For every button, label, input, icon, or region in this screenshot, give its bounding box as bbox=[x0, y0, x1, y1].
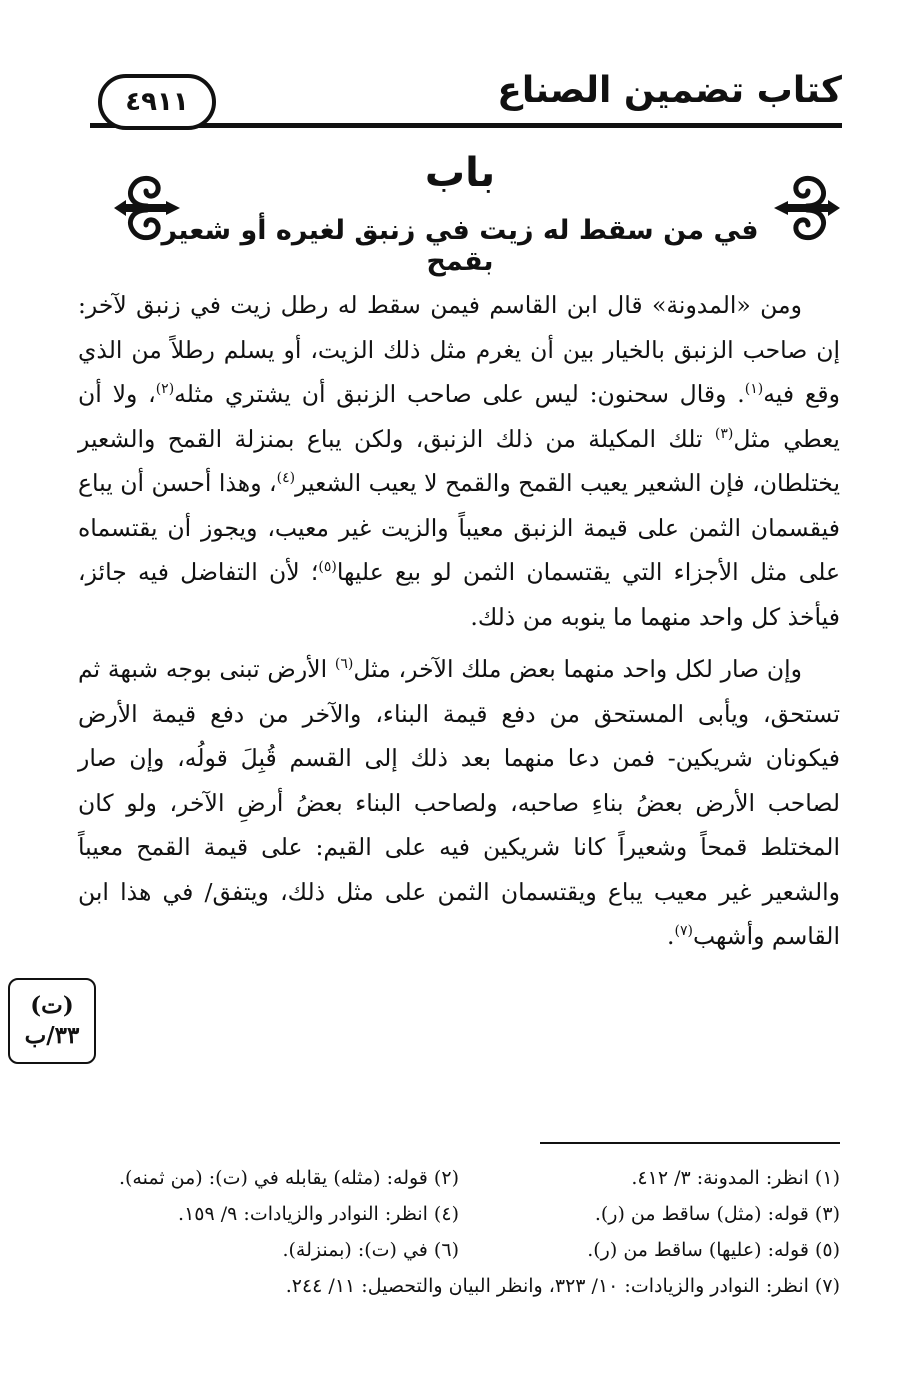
footnote-ref[interactable]: (٤) bbox=[276, 470, 296, 487]
footnote-divider bbox=[540, 1142, 840, 1144]
paragraph-1: ومن «المدونة» قال ابن القاسم فيمن سقط له رطل زيت في زنبق لآخر: إن صاحب الزنبق بالخيار بين أن يغرم مثل ذلك الزيت، أو يسلم رطلاً من الذي وقع فيه$^{(١)}$. وقال سحنون: ليس على صاحب الزنبق أن يشتري مثله$^{(٢)}$، ولا أن يعطي مثل$^{(٣)}$ تلك المكيلة من ذلك الزنبق، ولكن يباع بمنزلة القمح والشعير يختلطان، فإن الشعير يعيب القمح والقمح لا يعيب الشعير$^{(٤)}$، وهذا أحسن أن يباع فيقسمان الثمن على قيمة الزنبق معيباً والزيت غير معيب، ويجوز أن يقتسماه على مثل الأجزاء التي يقتسمان الثمن لو بيع عليها$^{(٥)}$؛ لأن التفاضل فيه جائز، فيأخذ كل واحد منهما ما ينوبه من ذلك. bbox=[78, 291, 840, 631]
footnote-row bbox=[78, 1160, 840, 1196]
margin-note-line-2: ٣٣/ب bbox=[24, 1022, 80, 1049]
footnote-row bbox=[78, 1196, 840, 1232]
footnote-ref[interactable]: (٣) bbox=[714, 425, 734, 442]
footnote-ref[interactable]: (٧) bbox=[674, 923, 693, 940]
paragraph-2: وإن صار لكل واحد منهما بعض ملك الآخر، مثل$^{(٦)}$ الأرض تبنى بوجه شبهة ثم تستحق، ويأبى المستحق من دفع قيمة البناء، والآخر من دفع قيمة الأرض فيكونان شريكين- فمن دعا منهما بعد ذلك إلى القسم قُبِلَ قولُه، وإن صار لصاحب الأرض بعضُ بناءِ صاحبه، ولصاحب البناء بعضُ أرضِ الآخر، ولو كان المختلط قمحاً وشعيراً كانا شريكين فيه على القيم: على قيمة القمح معيباً والشعير غير معيب يباع ويقتسمان الثمن على مثل ذلك، ويتفق/ في هذا ابن القاسم وأشهب$^{(٧)}$. bbox=[78, 655, 840, 950]
footnote-5: (٥) قوله: (عليها) ساقط من (ر). bbox=[587, 1239, 840, 1261]
footnote-ref[interactable]: (١) bbox=[744, 381, 764, 398]
margin-note-line-1: (ت) bbox=[30, 992, 74, 1019]
footnote-4: (٤) انظر: النوادر والزيادات: ٩/ ١٥٩. bbox=[178, 1203, 459, 1225]
footnote-row bbox=[78, 1232, 840, 1268]
footnote-ref[interactable]: (٦) bbox=[334, 656, 354, 673]
footnotes bbox=[78, 1160, 840, 1304]
footnote-ref[interactable]: (٥) bbox=[318, 559, 337, 576]
footnote-1: (١) انظر: المدونة: ٣/ ٤١٢. bbox=[631, 1167, 840, 1189]
footnote-3: (٣) قوله: (مثل) ساقط من (ر). bbox=[594, 1203, 840, 1225]
footnote-7: (٧) انظر: النوادر والزيادات: ١٠/ ٣٢٣، وانظر البيان والتحصيل: ١١/ ٢٤٤. bbox=[285, 1275, 840, 1297]
chapter-subtitle: في من سقط له زيت في زنبق لغيره أو شعير بقمح bbox=[161, 215, 759, 277]
manuscript-margin-note bbox=[8, 978, 96, 1064]
chapter-title: باب bbox=[424, 150, 496, 196]
page-number: ٤٩١١ bbox=[125, 87, 189, 117]
footnote-2: (٢) قوله: (مثله) يقابله في (ت): (من ثمنه). bbox=[118, 1167, 459, 1189]
footnote-6: (٦) في (ت): (بمنزلة). bbox=[282, 1239, 459, 1261]
main-text bbox=[78, 283, 840, 959]
book-title: كتاب تضمين الصناع bbox=[497, 70, 842, 111]
footnote-ref[interactable]: (٢) bbox=[155, 381, 175, 398]
page-number-badge bbox=[98, 74, 216, 130]
